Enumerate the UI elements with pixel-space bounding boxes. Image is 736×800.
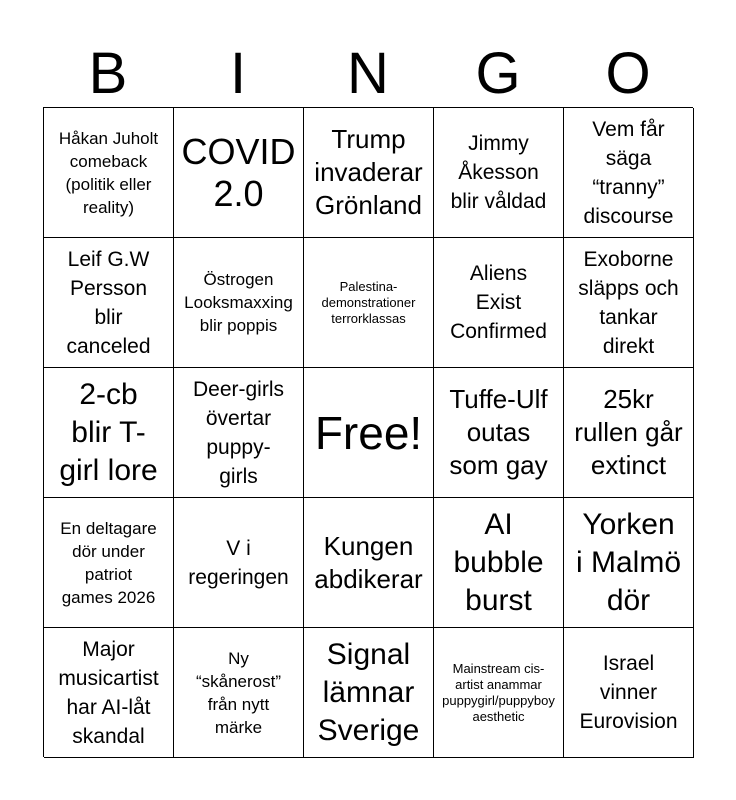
bingo-cell-text: Trump invaderar Grönland — [314, 124, 423, 220]
header-letter-o: O — [605, 41, 651, 106]
header-letter-n: N — [347, 41, 389, 106]
bingo-cell-text: Israel vinner Eurovision — [579, 652, 678, 733]
bingo-cell[interactable] — [304, 108, 434, 238]
header-letter-g: G — [475, 41, 521, 106]
bingo-cell-text: Signal lämnar Sverige — [317, 637, 420, 747]
bingo-cell-text: Free! — [314, 406, 423, 459]
bingo-cell-text: En deltagare dör under patriot games 2026 — [60, 518, 157, 607]
bingo-cell-free[interactable] — [304, 368, 434, 498]
bingo-cell-text: Ny “skånerost” från nytt märke — [195, 648, 282, 737]
bingo-cell[interactable] — [304, 628, 434, 758]
bingo-cell[interactable] — [564, 368, 694, 498]
bingo-cell[interactable] — [44, 108, 174, 238]
bingo-cell-text: Kungen abdikerar — [314, 530, 423, 594]
bingo-cell[interactable] — [434, 628, 564, 758]
bingo-cell[interactable] — [174, 498, 304, 628]
bingo-cell[interactable] — [434, 368, 564, 498]
bingo-cell-text: Palestina- demonstrationer terrorklassas — [321, 278, 416, 326]
bingo-cell[interactable] — [44, 238, 174, 368]
bingo-cell-text: Tuffe-Ulf outas som gay — [449, 384, 548, 480]
bingo-cell-text: Vem får säga “tranny” discourse — [583, 117, 674, 228]
bingo-header — [43, 42, 693, 106]
bingo-cell[interactable] — [174, 108, 304, 238]
bingo-cell[interactable] — [564, 238, 694, 368]
bingo-cell-text: Leif G.W Persson blir canceled — [66, 247, 151, 358]
bingo-cell[interactable] — [44, 498, 174, 628]
bingo-cell-text: COVID 2.0 — [181, 130, 296, 214]
bingo-cell[interactable] — [434, 498, 564, 628]
bingo-cell-text: Aliens Exist Confirmed — [450, 262, 547, 343]
bingo-cell[interactable] — [44, 628, 174, 758]
bingo-cell[interactable] — [434, 238, 564, 368]
bingo-cell-text: 2-cb blir T- girl lore — [59, 377, 158, 487]
bingo-cell[interactable] — [174, 238, 304, 368]
bingo-cell-text: Mainstream cis- artist anammar puppygirl/puppyboy aesthetic — [442, 660, 555, 724]
header-letter-i: I — [229, 41, 247, 106]
bingo-cell-text: Östrogen Looksmaxxing blir poppis — [184, 270, 293, 335]
bingo-cell[interactable] — [44, 368, 174, 498]
bingo-cell-text: Major musicartist har AI-låt skandal — [58, 637, 159, 748]
bingo-cell-text: Håkan Juholt comeback (politik eller reality) — [58, 128, 159, 217]
bingo-cell[interactable] — [434, 108, 564, 238]
bingo-cell-text: 25kr rullen går extinct — [574, 384, 683, 480]
bingo-cell[interactable] — [304, 498, 434, 628]
bingo-cell[interactable] — [174, 368, 304, 498]
bingo-cell-text: Deer-girls övertar puppy- girls — [192, 377, 284, 488]
bingo-cell-text: Yorken i Malmö dör — [575, 507, 681, 617]
header-letter-b: B — [88, 41, 128, 106]
bingo-cell-text: Jimmy Åkesson blir våldad — [450, 132, 547, 213]
bingo-cell[interactable] — [564, 108, 694, 238]
bingo-cell[interactable] — [564, 498, 694, 628]
bingo-cell-text: AI bubble burst — [453, 507, 544, 617]
bingo-cell[interactable] — [564, 628, 694, 758]
bingo-cell[interactable] — [304, 238, 434, 368]
bingo-grid — [43, 107, 693, 757]
bingo-cell[interactable] — [174, 628, 304, 758]
bingo-cell-text: Exoborne släpps och tankar direkt — [578, 247, 679, 358]
bingo-cell-text: V i regeringen — [188, 536, 289, 589]
